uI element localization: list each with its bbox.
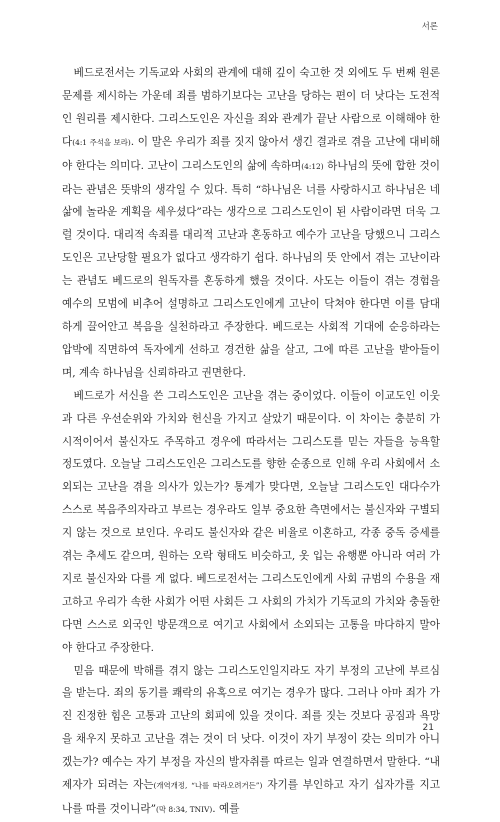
reference-note: (개역개정, “나를 따라오려거든”): [153, 781, 263, 791]
reference-note: (4:12): [301, 161, 324, 171]
paragraph-3-text-c: . 예를: [212, 803, 240, 815]
reference-note: (4:1 주석을 보라): [72, 137, 131, 147]
paragraph-2: 베드로가 서신을 쓴 그리스도인은 고난을 겪는 중이었다. 이들이 이교도인 이웃과 다른 우선순위와 가치와 헌신을 가지고 살았기 때문이다. 이 차이는 충분히 가시적이어서 불신자도 주목하고 경우에 따라서는 그리스도를 믿는 자들을 능욕할 정도였다. 오늘날 그리스도인은 그리스도를 향한 순종으로 인해 우리 사회에서 소외되는 고난을 겪을 의사가 있는가? 통계가 맞다면, 오늘날 그리스도인 대다수가 스스로 복음주의자라고 부르는 경우라도 일부 중요한 측면에서는 불신자와 구별되지 않는 것으로 보인다. 우리도 불신자와 같은 비율로 이혼하고, 각종 중독 증세를 겪는 추세도 같으며, 원하는 오락 형태도 비슷하고, 옷 입는 유행뿐 아니라 여러 가지로 불신자와 다를 게 없다. 베드로전서는 그리스도인에게 사회 규범의 수용을 재고하고 우리가 속한 사회가 어떤 사회든 그 사회의 가치가 기독교의 가치와 충돌한다면 스스로 외국인 방문객으로 여기고 사회에서 소외되는 고통을 마다하지 말아야 한다고 주장한다.: [62, 389, 440, 654]
paragraph-1-text-a: 베드로전서는 기독교와 사회의 관계에 대해 깊이 숙고한 것 외에도 두 번째 원론 문제를 제시하는 가운데 죄를 범하기보다는 고난을 당하는 편이 더 낫다는 도전적인 원리를 제시한다. 그리스도인은 자신을 죄와 관계가 끝난 사람으로 이해해야 한다: [62, 67, 440, 148]
reference-note: (막 8:34, TNIV): [156, 805, 213, 814]
paragraph-3: [62, 660, 440, 822]
paragraph-1-text-c: 하나님의 뜻에 합한 것이라는 관념은 뜻밖의 생각일 수 있다. 특히 “하나님은 너를 사랑하시고 하나님은 네 삶에 놀라운 계획을 세우셨다”라는 생각으로 그리스도인이 된 사람이라면 더욱 그럴 것이다. 대리적 속죄를 대리적 고난과 혼동하고 예수가 고난을 당했으니 그리스도인은 고난당할 필요가 없다고 생각하기 쉽다. 하나님의 뜻 안에서 겪는 고난이라는 관념도 베드로의 원독자를 혼동하게 했을 것이다. 사도는 이들이 겪는 경험을 예수의 모범에 비추어 설명하고 그리스도인에게 고난이 닥쳐야 한다면 이를 담대하게 끌어안고 복음을 실천하라고 주장한다. 베드로는 사회적 기대에 순응하라는 압박에 직면하여 독자에게 선하고 경건한 삶을 살고, 그에 따른 고난을 받아들이며, 계속 하나님을 신뢰하라고 권면한다.: [62, 159, 440, 379]
paragraph-3-text-b: 자기를 부인하고 자기 십자가를 지고 나를 따를 것이니라”: [62, 779, 440, 815]
running-head: 서론: [421, 22, 438, 32]
paragraph-1: [62, 62, 440, 385]
body-text: [62, 62, 440, 822]
page-number: 21: [422, 723, 434, 733]
paragraph-3-text-a: 믿음 때문에 박해를 겪지 않는 그리스도인일지라도 자기 부정의 고난에 부르심을 받는다. 죄의 동기를 쾌락의 유혹으로 여기는 경우가 많다. 그러나 아마 죄가 가진 진정한 힘은 고통과 고난의 회피에 있을 것이다. 죄를 짓는 것보다 공짐과 욕망을 채우지 못하고 고난을 겪는 것이 더 낫다. 이것이 자기 부정이 갖는 의미가 아니겠는가? 예수는 자기 부정을 자신의 발자취를 따르는 일과 연결하면서 말한다. “내 제자가 되려는 자는: [62, 664, 440, 792]
paragraph-1-text-b: . 이 말은 우리가 죄를 짓지 않아서 생긴 결과로 겪을 고난에 대비해야 한다는 의미다. 고난이 그리스도인의 삶에 속하며: [62, 135, 441, 172]
